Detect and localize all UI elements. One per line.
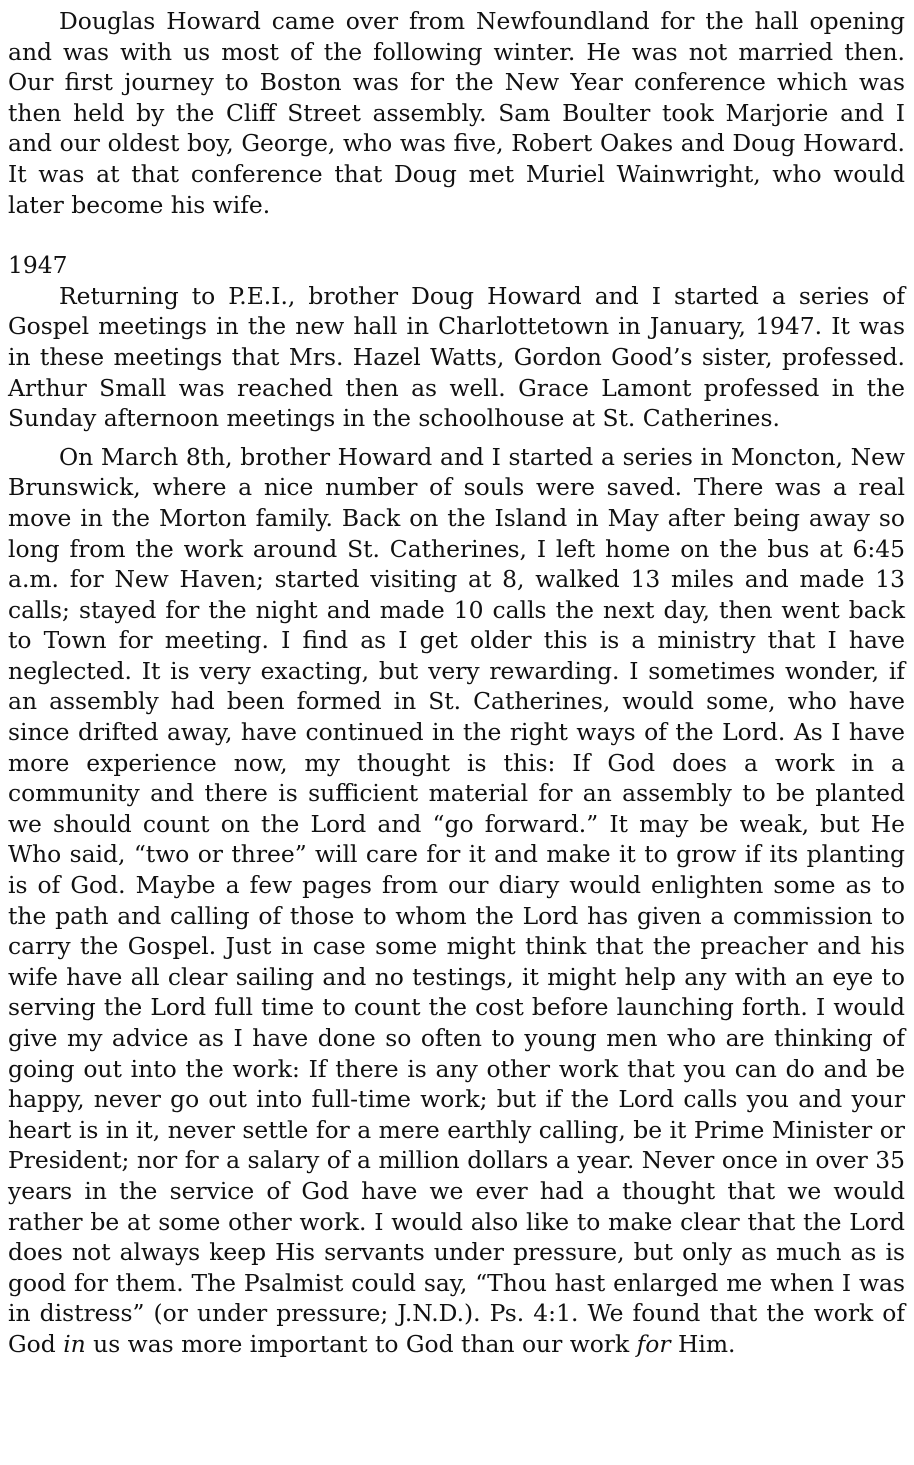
emphasis-for: for xyxy=(636,1329,671,1358)
paragraph-howard-arrival: Douglas Howard came over from Newfoundland for the hall opening and was with us most of the following winter. He was not married then. Our first journey to Boston was for the New Year conference which was then held by the Cliff Street assembly. Sam Boulter took Marjorie and I and our oldest boy, George, who was five, Robert Oakes and Doug Howard. It was at that conference that Doug met Muriel Wainwright, who would later become his wife. xyxy=(8,7,905,219)
year-heading: 1947 xyxy=(8,251,68,280)
emphasis-in: in xyxy=(63,1329,86,1358)
paragraph-moncton-series xyxy=(8,442,905,1360)
paragraph-charlottetown-meetings: Returning to P.E.I., brother Doug Howard and I started a series of Gospel meetings in the new hall in Charlottetown in January, 1947. It was in these meetings that Mrs. Hazel Watts, Gordon Good’s sister, professed. Arthur Small was reached then as well. Grace Lamont professed in the Sunday afternoon meetings in the schoolhouse at St. Catherines. xyxy=(8,281,905,433)
paragraph-moncton-text: On March 8th, brother Howard and I started a series in Moncton, New Brunswick, where a nice number of souls were saved. There was a real move in the Morton family. Back on the Island in May after being away so long from the work around St. Catherines, I left home on the bus at 6:45 a.m. for New Haven; started visiting at 8, walked 13 miles and made 13 calls; stayed for the night and made 10 calls the next day, then went back to Town for meeting. I find as I get older this is a ministry that I have neglected. It is very exacting, but very rewarding. I sometimes wonder, if an assembly had been formed in St. Catherines, would some, who have since drifted away, have continued in the right ways of the Lord. As I have more experience now, my thought is this: If God does a work in a community and there is sufficient material for an assembly to be planted we should count on the Lord and “go forward.” It may be weak, but He Who said, “two or three” will care for it and make it to grow if its planting is of God. Maybe a few pages from our diary would enlighten some as to the path and calling of those to whom the Lord has given a commission to carry the Gospel. Just in case some might think that the preacher and his wife have all clear sailing and no testings, it might help any with an eye to serving the Lord full time to count the cost before launching forth. I would give my advice as I have done so often to young men who are thinking of going out into the work: If there is any other work that you can do and be happy, never go out into full-time work; but if the Lord calls you and your heart is in it, never settle for a mere earthly calling, be it Prime Minister or President; nor for a salary of a million dollars a year. Never once in over 35 years in the service of God have we ever had a thought that we would rather be at some other work. I would also like to make clear that the Lord does not always keep His servants under pressure, but only as much as is good for them. The Psalmist could say, “Thou hast enlarged me when I was in distress” (or under pressure; J.N.D.). Ps. 4:1. We found that the work of God xyxy=(8,442,905,1358)
section-spacer xyxy=(8,220,905,250)
paragraph-moncton-text-mid: us was more important to God than our work xyxy=(85,1329,637,1358)
document-page xyxy=(8,6,905,1360)
paragraph-moncton-text-end: Him. xyxy=(670,1329,736,1358)
